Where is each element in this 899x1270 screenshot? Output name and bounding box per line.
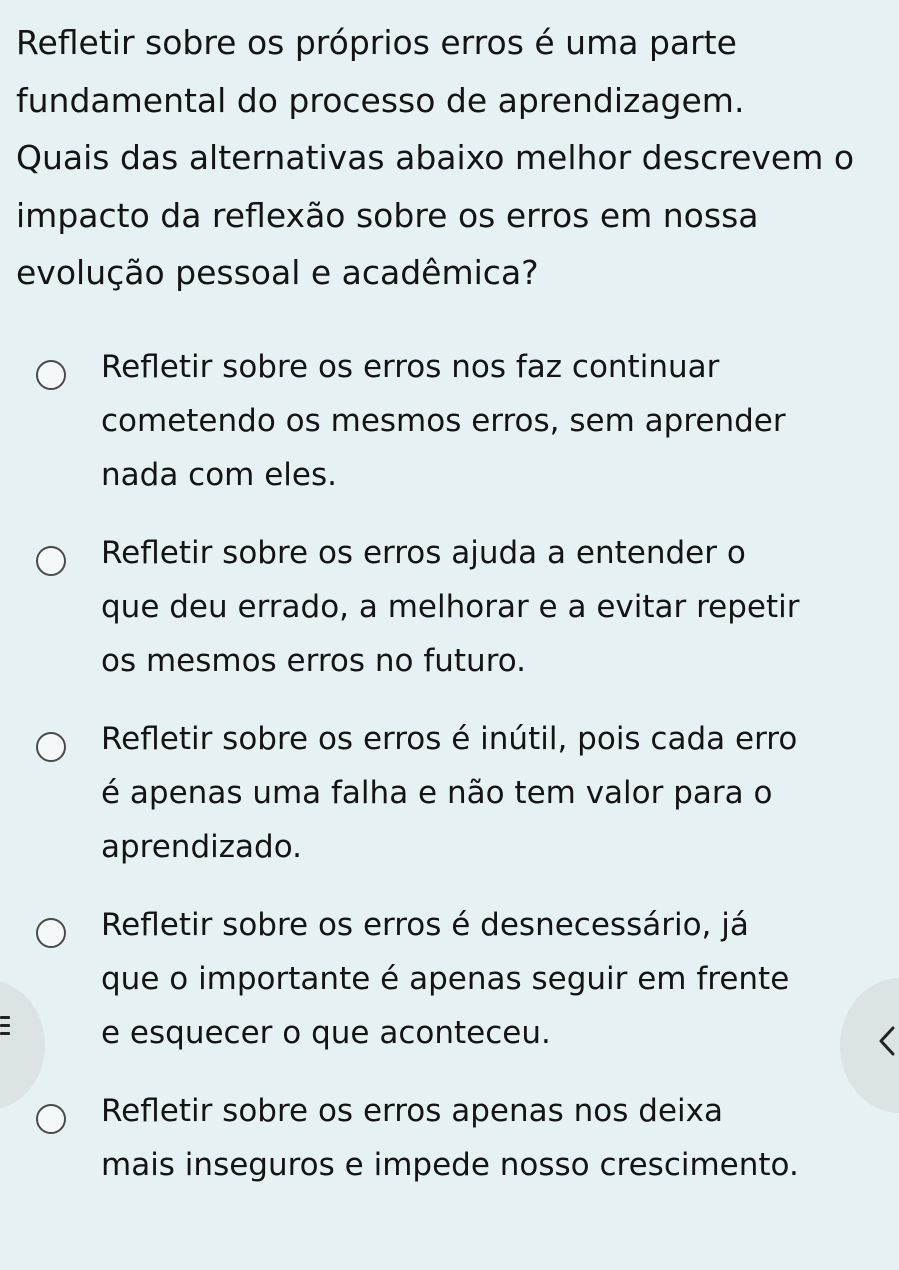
option-line: mais inseguros e impede nosso crescimento. [101,1147,799,1183]
option-text[interactable] [101,898,881,1060]
option-text[interactable] [101,526,881,688]
option-line: cometendo os mesmos erros, sem aprender [101,403,786,439]
option-line: Refletir sobre os erros é inútil, pois cada erro [101,721,798,757]
answer-option-2[interactable] [0,526,899,712]
answer-option-1[interactable] [0,340,899,526]
radio-button[interactable] [36,360,66,390]
option-text[interactable] [101,712,881,874]
option-line: nada com eles. [101,457,337,493]
answer-option-5[interactable] [0,1084,899,1270]
radio-button[interactable] [36,1104,66,1134]
option-line: Refletir sobre os erros é desnecessário, já [101,907,749,943]
option-line: e esquecer o que aconteceu. [101,1015,551,1051]
option-line: que deu errado, a melhorar e a evitar repetir [101,589,800,625]
menu-icon[interactable] [0,1016,14,1038]
radio-button[interactable] [36,546,66,576]
option-line: é apenas uma falha e não tem valor para o [101,775,773,811]
option-text[interactable] [101,340,881,502]
option-text[interactable] [101,1084,881,1192]
answer-option-4[interactable] [0,898,899,1084]
option-line: aprendizado. [101,829,302,865]
radio-button[interactable] [36,732,66,762]
chevron-left-icon[interactable] [878,1026,896,1056]
question-line: Refletir sobre os próprios erros é uma parte [16,23,737,62]
option-line: Refletir sobre os erros nos faz continuar [101,349,720,385]
option-line: Refletir sobre os erros ajuda a entender o [101,535,746,571]
option-line: que o importante é apenas seguir em frente [101,961,790,997]
answer-option-3[interactable] [0,712,899,898]
question-text [16,14,886,302]
radio-button[interactable] [36,918,66,948]
question-line: Quais das alternativas abaixo melhor descrevem o [16,138,855,177]
option-line: Refletir sobre os erros apenas nos deixa [101,1093,723,1129]
question-line: evolução pessoal e acadêmica? [16,253,539,292]
option-line: os mesmos erros no futuro. [101,643,527,679]
answer-options [0,340,899,1270]
question-line: fundamental do processo de aprendizagem. [16,80,745,120]
question-line: impacto da reflexão sobre os erros em nossa [16,195,759,235]
